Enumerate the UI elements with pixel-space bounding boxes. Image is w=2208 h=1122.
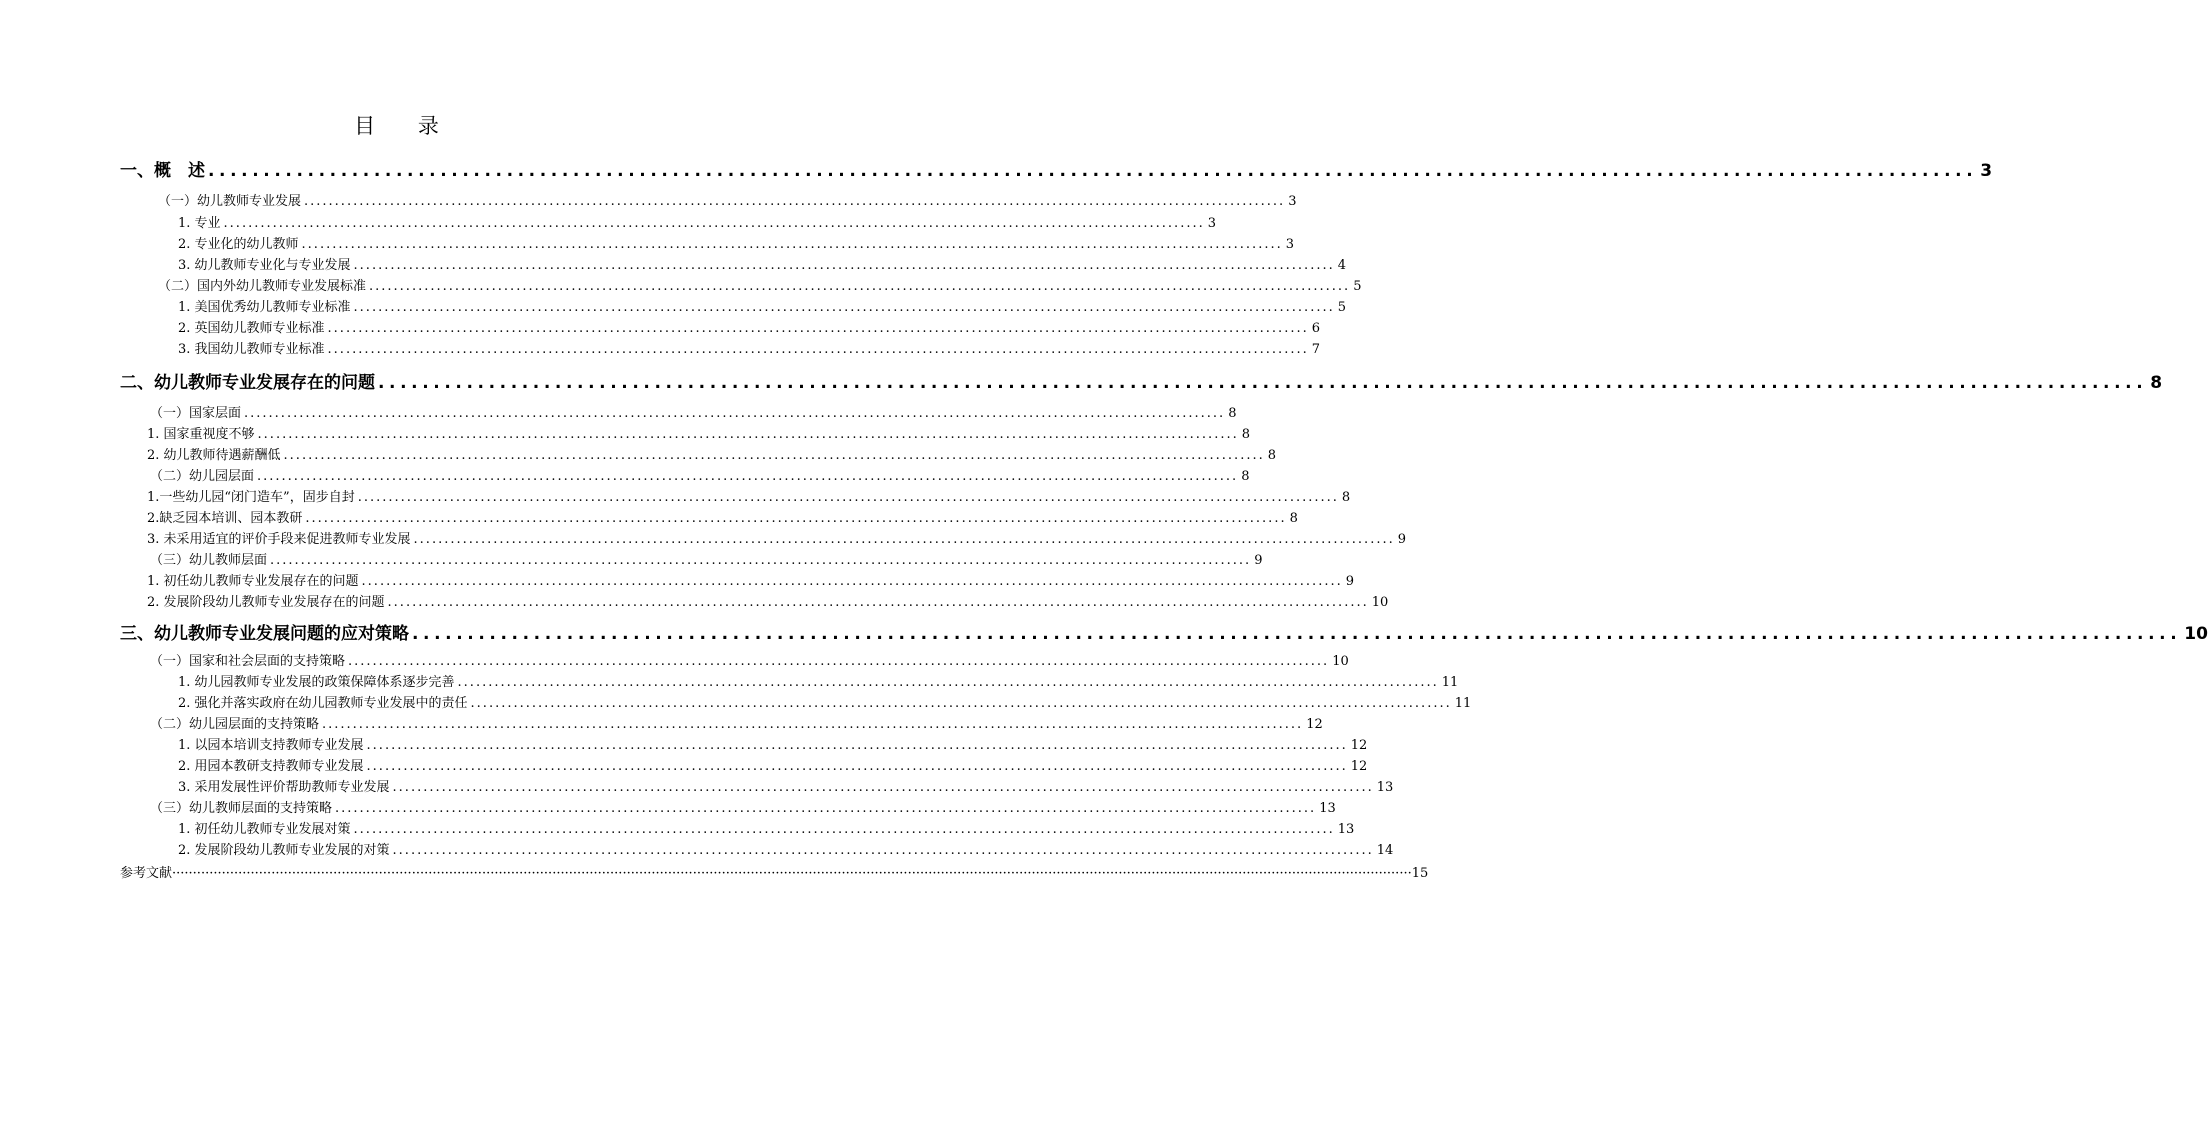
toc-entry-page: 12 <box>1350 738 1368 753</box>
dot-leader: ................................................................................................................................................................ <box>257 427 1239 442</box>
toc-entry-page: 3 <box>1980 161 1993 181</box>
dot-leader: ................................................................................................................................................................ <box>257 469 1239 484</box>
toc-entry-text: （二）幼儿园层面的支持策略 <box>150 717 320 732</box>
toc-entry-text: （二）国内外幼儿教师专业发展标准 <box>158 279 367 294</box>
dot-leader: ................................................................................................................................................................ <box>361 574 1343 589</box>
dot-leader: ................................................................................................................................................................ <box>392 780 1374 795</box>
toc-entry-page: 9 <box>1397 532 1406 547</box>
toc-entry-page: 8 <box>1228 406 1237 421</box>
dot-leader: ................................................................................................................................................................ <box>327 321 1309 336</box>
dot-leader: ................................................................................................................................................................ <box>387 595 1369 610</box>
toc-entry-item[interactable] <box>178 734 1368 753</box>
dot-leader: ................................................................................................................................................................ <box>392 843 1374 858</box>
toc-entry-page: 5 <box>1353 279 1362 294</box>
toc-entry-page: 9 <box>1254 553 1263 568</box>
toc-entry-text: （三）幼儿教师层面的支持策略 <box>150 801 333 816</box>
dot-leader: ................................................................................................................................................................ <box>353 258 1335 273</box>
dot-leader: ................................................................................................................................................................ <box>327 342 1309 357</box>
toc-entry-item[interactable] <box>178 212 1216 231</box>
toc-entry-page: 4 <box>1337 258 1346 273</box>
toc-entry-item[interactable] <box>178 839 1394 858</box>
toc-entry-text: 1. 专业 <box>178 216 221 231</box>
toc-entry-item[interactable] <box>147 591 1389 610</box>
toc-entry-item[interactable] <box>178 692 1472 711</box>
toc-entry-page: 10 <box>1371 595 1389 610</box>
dot-leader: ................................................................................................................................................................ <box>304 194 1286 209</box>
toc-entry-item[interactable] <box>147 570 1354 589</box>
toc-entry-subsection[interactable] <box>150 650 1349 669</box>
toc-entry-text: 三、幼儿教师专业发展问题的应对策略 <box>120 624 409 644</box>
toc-entry-item[interactable] <box>178 818 1355 837</box>
toc-entry-page: 13 <box>1337 822 1355 837</box>
toc-entry-page: 6 <box>1311 321 1320 336</box>
dot-leader: ................................................................................................................................................................ <box>366 759 1348 774</box>
toc-entry-item[interactable] <box>178 776 1394 795</box>
toc-entry-page: 13 <box>1319 801 1336 816</box>
toc-entry-heading[interactable] <box>120 368 2163 393</box>
toc-entry-page: 10 <box>2184 624 2208 644</box>
dot-leader: ................................................................................................................................................................ <box>369 279 1351 294</box>
dot-leader: ................................................................................................................................................................ <box>244 406 1226 421</box>
toc-entry-page: 15 <box>1411 866 1429 881</box>
toc-entry-text: 参考文献 <box>120 866 173 881</box>
toc-title: 目 录 <box>354 114 457 138</box>
toc-entry-item[interactable] <box>178 338 1320 357</box>
toc-entry-text: 2. 发展阶段幼儿教师专业发展的对策 <box>178 843 390 858</box>
toc-entry-item[interactable] <box>178 317 1320 336</box>
toc-entry-item[interactable] <box>147 528 1406 547</box>
dot-leader: ................................................................................................................................................................ <box>335 801 1317 816</box>
toc-entry-page: 7 <box>1311 342 1320 357</box>
toc-entry-text: 3. 幼儿教师专业化与专业发展 <box>178 258 351 273</box>
toc-entry-item[interactable] <box>147 486 1351 505</box>
toc-entry-text: 2. 专业化的幼儿教师 <box>178 237 299 252</box>
toc-entry-page: 9 <box>1345 574 1354 589</box>
toc-entry-subsection[interactable] <box>150 797 1336 816</box>
toc-entry-subsection[interactable] <box>150 465 1250 484</box>
toc-entry-page: 3 <box>1207 216 1216 231</box>
toc-entry-subsection[interactable] <box>158 190 1297 209</box>
toc-entry-text: 3. 未采用适宜的评价手段来促进教师专业发展 <box>147 532 411 547</box>
dot-leader: ................................................................................................................................................................ <box>270 553 1252 568</box>
toc-entry-text: 2. 用园本教研支持教师专业发展 <box>178 759 364 774</box>
dot-leader: ................................................................................................................................................................ <box>322 717 1304 732</box>
toc-entry-text: 2. 发展阶段幼儿教师专业发展存在的问题 <box>147 595 385 610</box>
toc-entry-item[interactable] <box>178 254 1346 273</box>
toc-entry-text: 1. 美国优秀幼儿教师专业标准 <box>178 300 351 315</box>
toc-entry-text: 2. 强化并落实政府在幼儿园教师专业发展中的责任 <box>178 696 468 711</box>
toc-entry-text: 2.缺乏园本培训、园本教研 <box>147 511 303 526</box>
dot-leader: ................................................................................................................................................................ <box>357 490 1339 505</box>
toc-entry-item[interactable] <box>147 423 1250 442</box>
toc-entry-page: 3 <box>1288 194 1297 209</box>
dot-leader: ................................................................................................................................................................ <box>283 448 1265 463</box>
toc-entry-text: 2. 幼儿教师待遇薪酬低 <box>147 448 281 463</box>
toc-entry-item[interactable] <box>147 444 1276 463</box>
toc-entry-page: 13 <box>1376 780 1394 795</box>
dot-leader: ................................................................................................................................................................ <box>366 738 1348 753</box>
dot-leader: ................................................................................................................................................................ <box>301 237 1283 252</box>
toc-entry-text: 2. 英国幼儿教师专业标准 <box>178 321 325 336</box>
toc-entry-text: 1. 初任幼儿教师专业发展对策 <box>178 822 351 837</box>
toc-entry-page: 8 <box>1241 427 1250 442</box>
toc-entry-subsection[interactable] <box>150 713 1323 732</box>
dot-leader: ................................................................................................................................................................ <box>208 161 1978 181</box>
toc-entry-page: 14 <box>1376 843 1394 858</box>
toc-entry-text: （二）幼儿园层面 <box>150 469 255 484</box>
toc-entry-item[interactable] <box>147 507 1298 526</box>
toc-entry-subsection[interactable] <box>158 275 1362 294</box>
dot-leader: ................................................................................................................................................................ <box>413 532 1395 547</box>
dot-leader: ................................................................................................................................................................ <box>378 373 2148 393</box>
dot-leader: ................................................................................................................................................................ <box>223 216 1205 231</box>
dot-leader: ············································································································································································································································································································ <box>172 866 1412 881</box>
toc-entry-subsection[interactable] <box>150 549 1263 568</box>
toc-entry-heading[interactable] <box>120 619 2208 644</box>
toc-entry-page: 8 <box>2150 373 2163 393</box>
toc-entry-text: （一）国家层面 <box>150 406 242 421</box>
dot-leader: ................................................................................................................................................................ <box>457 675 1439 690</box>
dot-leader: ................................................................................................................................................................ <box>470 696 1452 711</box>
toc-entry-text: 一、概 述 <box>120 161 205 181</box>
toc-entry-text: 二、幼儿教师专业发展存在的问题 <box>120 373 375 393</box>
toc-entry-text: 3. 我国幼儿教师专业标准 <box>178 342 325 357</box>
toc-entry-page: 3 <box>1285 237 1294 252</box>
toc-entry-page: 8 <box>1241 469 1250 484</box>
toc-entry-item[interactable] <box>178 755 1368 774</box>
dot-leader: ................................................................................................................................................................ <box>305 511 1287 526</box>
toc-entry-text: （一）国家和社会层面的支持策略 <box>150 654 346 669</box>
toc-entry-page: 12 <box>1306 717 1323 732</box>
toc-entry-page: 8 <box>1267 448 1276 463</box>
toc-entry-page: 5 <box>1337 300 1346 315</box>
toc-entry-page: 8 <box>1289 511 1298 526</box>
toc-entry-item[interactable] <box>178 233 1294 252</box>
toc-entry-page: 12 <box>1350 759 1368 774</box>
toc-entry-page: 10 <box>1332 654 1349 669</box>
dot-leader: ................................................................................................................................................................ <box>353 822 1335 837</box>
toc-entry-references[interactable] <box>120 862 1429 881</box>
toc-entry-page: 11 <box>1441 675 1459 690</box>
toc-entry-subsection[interactable] <box>150 402 1237 421</box>
toc-entry-text: 1.一些幼儿园“闭门造车”，固步自封 <box>147 490 355 505</box>
toc-entry-text: 1. 国家重视度不够 <box>147 427 255 442</box>
toc-entry-text: 1. 幼儿园教师专业发展的政策保障体系逐步完善 <box>178 675 455 690</box>
toc-entry-heading[interactable] <box>120 156 1993 181</box>
toc-entry-item[interactable] <box>178 671 1459 690</box>
toc-entry-text: 1. 初任幼儿教师专业发展存在的问题 <box>147 574 359 589</box>
toc-entry-text: 3. 采用发展性评价帮助教师专业发展 <box>178 780 390 795</box>
dot-leader: ................................................................................................................................................................ <box>412 624 2182 644</box>
dot-leader: ................................................................................................................................................................ <box>353 300 1335 315</box>
dot-leader: ................................................................................................................................................................ <box>348 654 1330 669</box>
toc-entry-item[interactable] <box>178 296 1346 315</box>
toc-entry-page: 8 <box>1341 490 1351 505</box>
toc-entry-page: 11 <box>1454 696 1472 711</box>
toc-entry-text: （一）幼儿教师专业发展 <box>158 194 302 209</box>
toc-entry-text: 1. 以园本培训支持教师专业发展 <box>178 738 364 753</box>
toc-entry-text: （三）幼儿教师层面 <box>150 553 268 568</box>
